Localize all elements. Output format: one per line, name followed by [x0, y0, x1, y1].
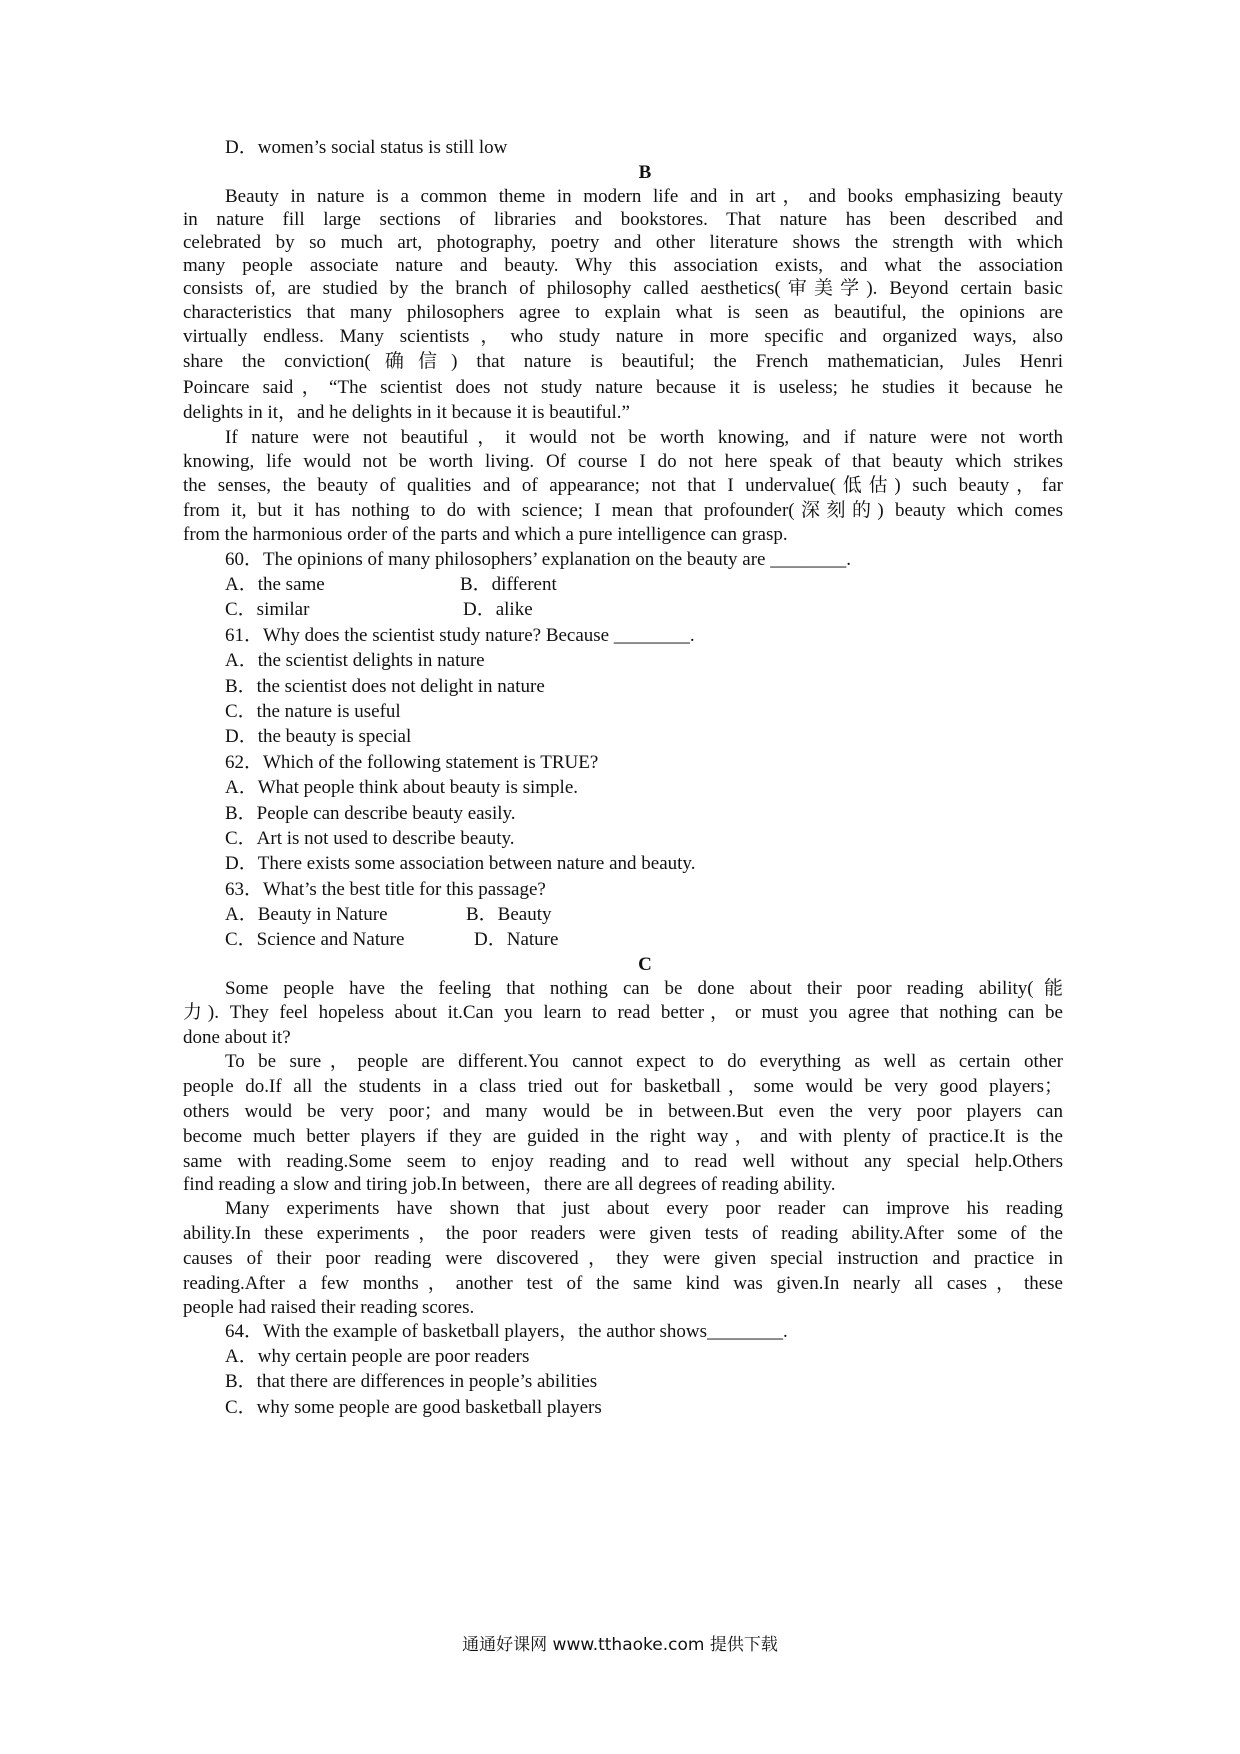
question-63-option-b: B．Beauty [466, 904, 552, 925]
passage-c-line: causes of their poor reading were discovered，they were given special instruction and practice in [183, 1248, 1063, 1269]
question-62-option-a: A．What people think about beauty is simple. [225, 777, 579, 798]
passage-b-line: from it, but it has nothing to do with science; I mean that profounder(深刻的) beauty which comes [183, 500, 1063, 521]
question-61-option-d: D．the beauty is special [225, 726, 412, 747]
passage-c-line: people had raised their reading scores. [183, 1297, 475, 1318]
passage-b-line: virtually endless. Many scientists，who study nature in more specific and organized ways, also [183, 326, 1063, 347]
passage-b-line: share the conviction(确信) that nature is beautiful; the French mathematician, Jules Henri [183, 351, 1063, 372]
passage-b-line: characteristics that many philosophers agree to explain what is seen as beautiful, the opinions are [183, 302, 1063, 323]
previous-question-option-d: D．women’s social status is still low [225, 137, 508, 158]
question-62-option-b: B．People can describe beauty easily. [225, 803, 516, 824]
question-63-option-a: A．Beauty in Nature [225, 904, 388, 925]
passage-b-line: from the harmonious order of the parts and which a pure intelligence can grasp. [183, 524, 788, 545]
passage-b-line: in nature fill large sections of libraries and bookstores. That nature has been described and [183, 209, 1063, 230]
passage-b-line: delights in it，and he delights in it because it is beautiful.” [183, 402, 630, 423]
passage-c-line: become much better players if they are guided in the right way，and with plenty of practice.It is the [183, 1126, 1063, 1147]
question-64-option-a: A．why certain people are poor readers [225, 1346, 530, 1367]
passage-c-line: 力). They feel hopeless about it.Can you learn to read better，or must you agree that nothing can be [183, 1002, 1063, 1023]
passage-c-line: others would be very poor；and many would be in between.But even the very poor players can [183, 1101, 1063, 1122]
question-61-option-a: A．the scientist delights in nature [225, 650, 485, 671]
passage-b-line: celebrated by so much art, photography, poetry and other literature shows the strength with which [183, 232, 1063, 253]
question-60-option-a: A．the same [225, 574, 325, 595]
passage-c-line: reading.After a few months，another test of the same kind was given.In nearly all cases，these [183, 1273, 1063, 1294]
question-64-stem: 64．With the example of basketball players，the author shows________. [225, 1321, 788, 1342]
passage-b-line: the senses, the beauty of qualities and of appearance; not that I undervalue(低估) such beauty，far [183, 475, 1063, 496]
question-64-option-b: B．that there are differences in people’s abilities [225, 1371, 598, 1392]
passage-b-line: knowing, life would not be worth living. Of course I do not here speak of that beauty which strikes [183, 451, 1063, 472]
passage-c-line: ability.In these experiments，the poor readers were given tests of reading ability.After some of the [183, 1223, 1063, 1244]
question-60-option-d: D．alike [463, 599, 533, 620]
passage-c-line: same with reading.Some seem to enjoy reading and to read well without any special help.Others [183, 1151, 1063, 1172]
question-62-option-d: D．There exists some association between nature and beauty. [225, 853, 696, 874]
question-61-stem: 61．Why does the scientist study nature? Because ________. [225, 625, 695, 646]
passage-c-line: Many experiments have shown that just about every poor reader can improve his reading [225, 1198, 1063, 1219]
passage-b-line: consists of, are studied by the branch of philosophy called aesthetics(审美学). Beyond certain basic [183, 278, 1063, 299]
question-62-option-c: C．Art is not used to describe beauty. [225, 828, 515, 849]
question-60-option-c: C．similar [225, 599, 310, 620]
question-64-option-c: C．why some people are good basketball players [225, 1397, 602, 1418]
passage-c-line: To be sure，people are different.You cannot expect to do everything as well as certain other [225, 1051, 1063, 1072]
passage-c-line: done about it? [183, 1027, 291, 1048]
question-60-stem: 60．The opinions of many philosophers’ explanation on the beauty are ________. [225, 549, 851, 570]
section-c-heading: C [638, 954, 652, 975]
passage-c-line: people do.If all the students in a class tried out for basketball，some would be very good players； [183, 1076, 1063, 1097]
question-63-option-c: C．Science and Nature [225, 929, 405, 950]
question-60-option-b: B．different [460, 574, 557, 595]
question-63-option-d: D．Nature [474, 929, 559, 950]
passage-b-line: many people associate nature and beauty. Why this association exists, and what the association [183, 255, 1063, 276]
passage-b-line: Beauty in nature is a common theme in modern life and in art，and books emphasizing beauty [225, 186, 1063, 207]
passage-b-line: If nature were not beautiful，it would not be worth knowing, and if nature were not worth [225, 427, 1063, 448]
passage-b-line: Poincare said，“The scientist does not study nature because it is useless; he studies it because he [183, 377, 1063, 398]
passage-c-line: Some people have the feeling that nothing can be done about their poor reading ability(能 [225, 978, 1063, 999]
question-61-option-b: B．the scientist does not delight in nature [225, 676, 545, 697]
question-62-stem: 62．Which of the following statement is TRUE? [225, 752, 599, 773]
section-b-heading: B [638, 162, 652, 183]
passage-c-line: find reading a slow and tiring job.In between，there are all degrees of reading ability. [183, 1174, 836, 1195]
question-63-stem: 63．What’s the best title for this passage? [225, 879, 546, 900]
page-footer-watermark: 通通好课网 www.tthaoke.com 提供下载 [462, 1635, 778, 1655]
question-61-option-c: C．the nature is useful [225, 701, 401, 722]
